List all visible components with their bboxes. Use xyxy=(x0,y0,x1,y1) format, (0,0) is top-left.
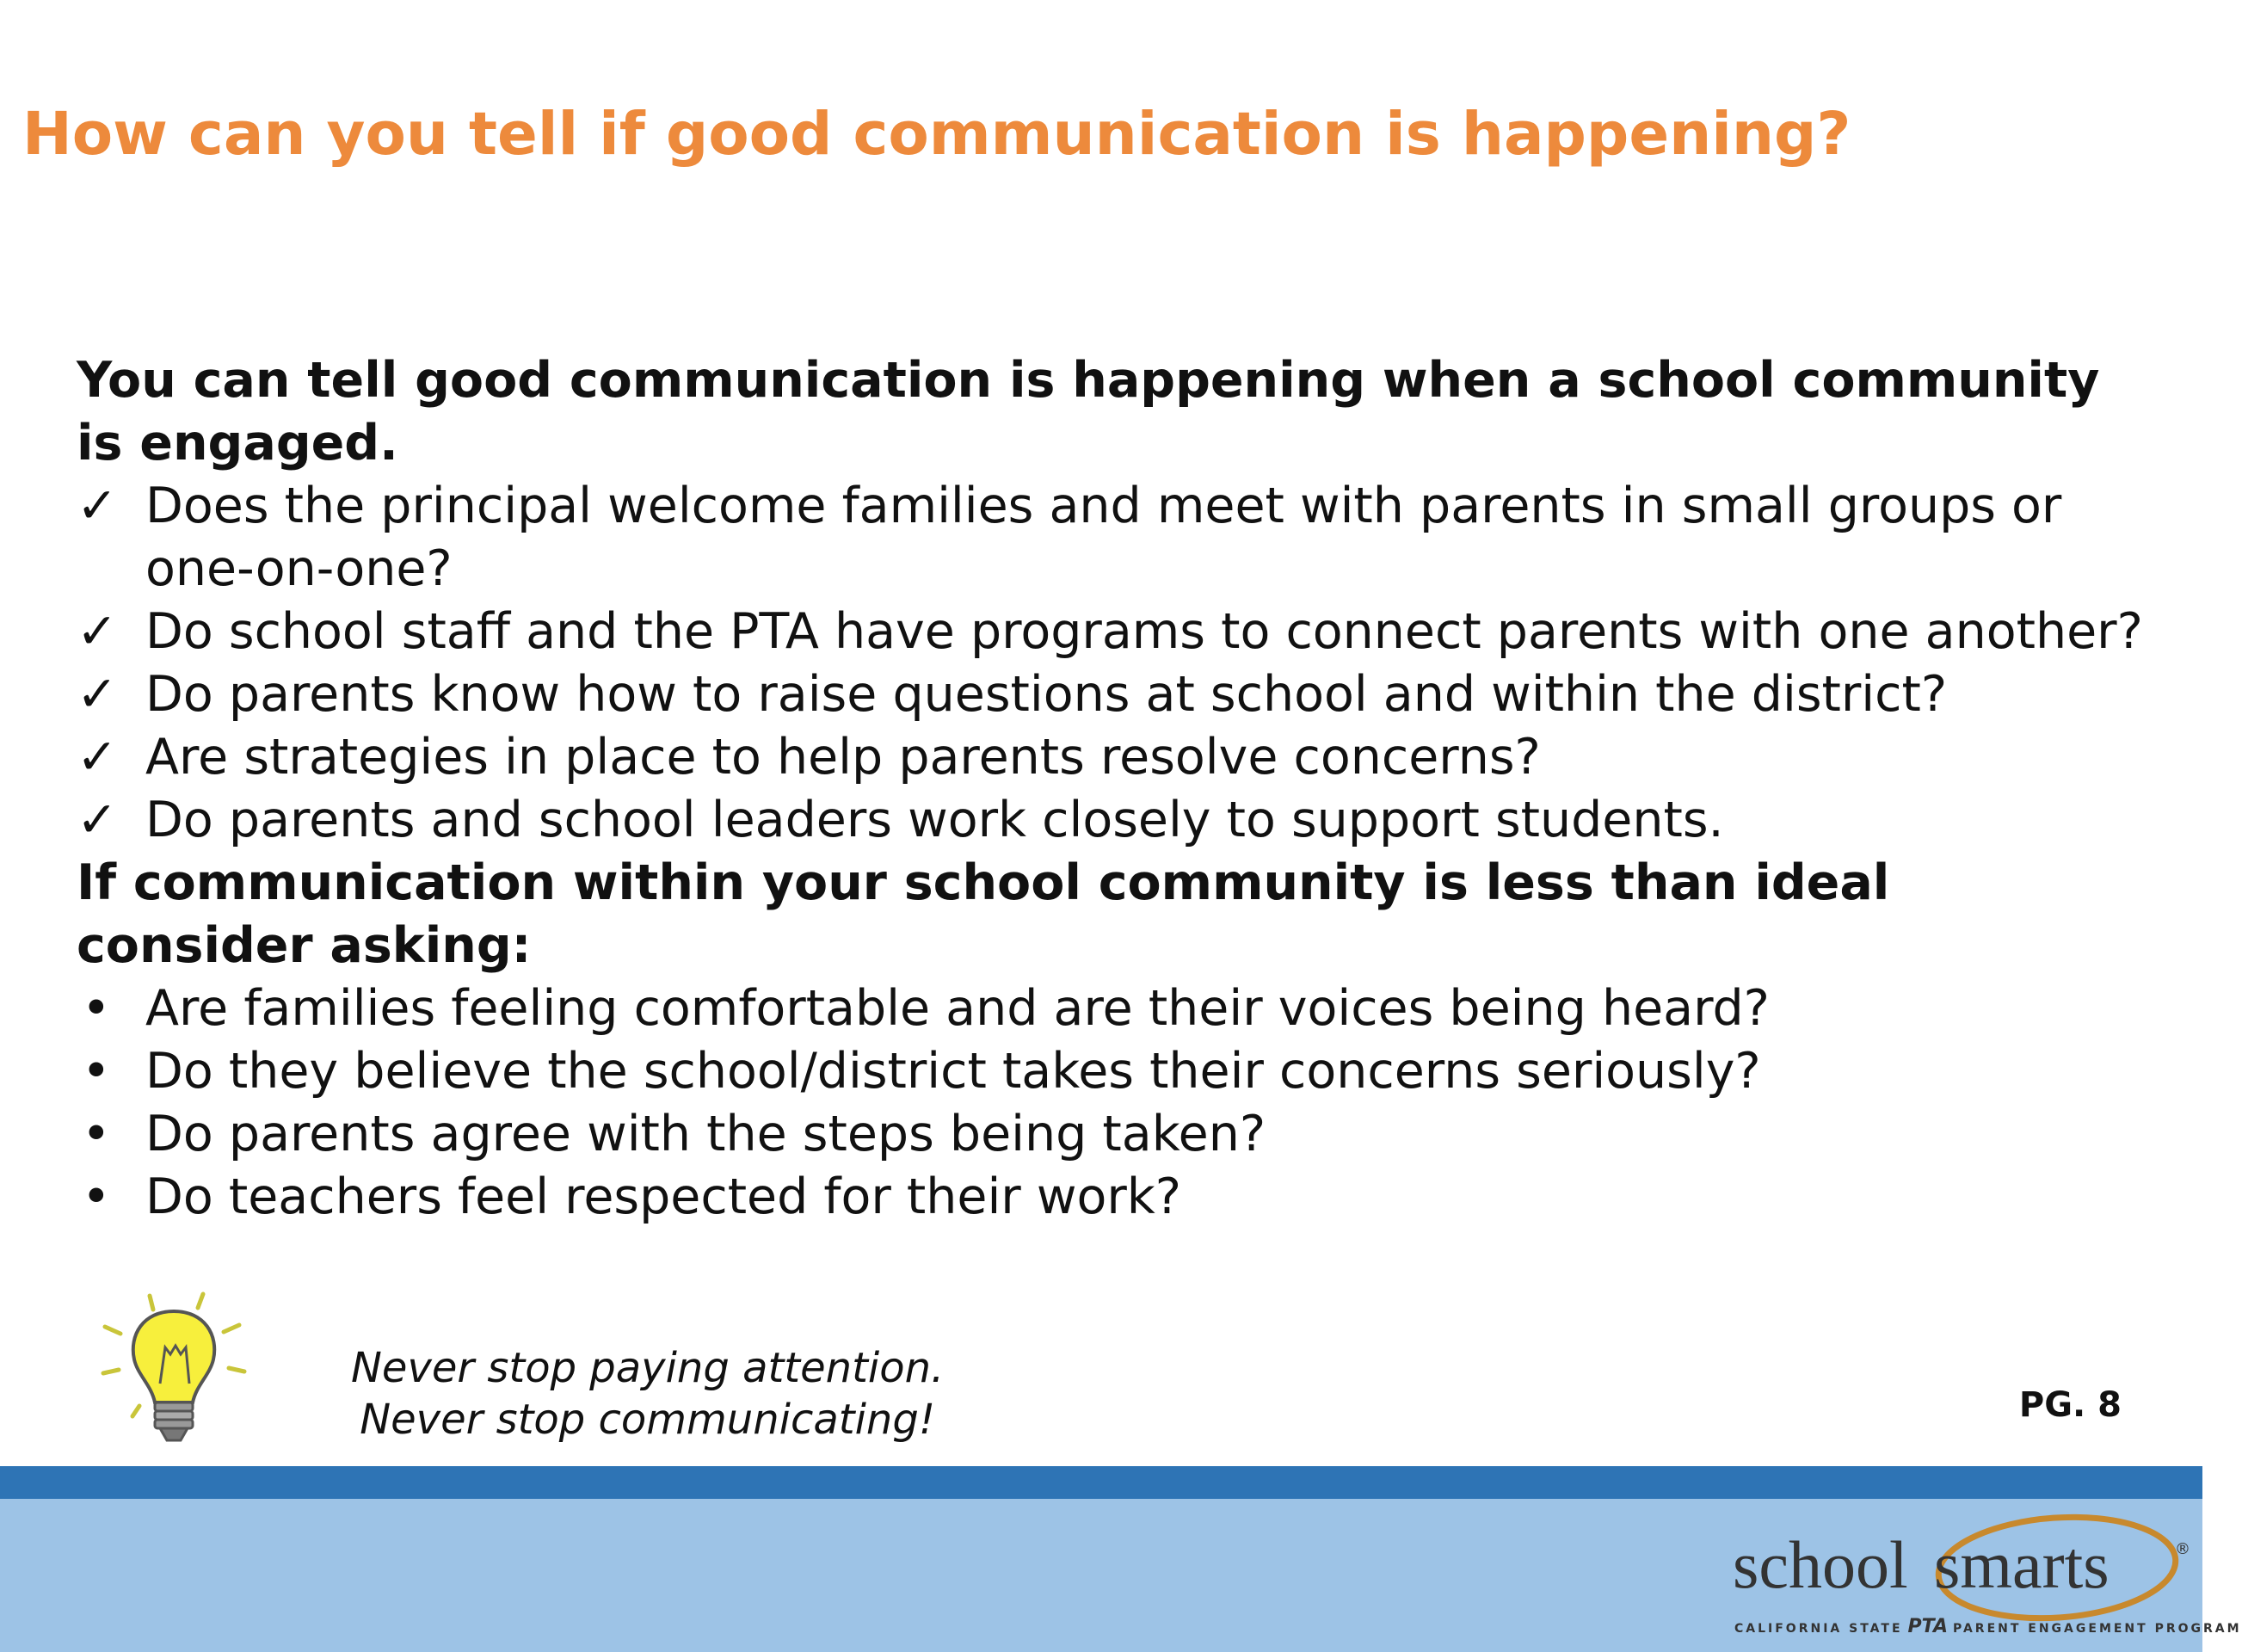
question-item xyxy=(77,1040,2159,1103)
question-item-text: Do parents agree with the steps being taken? xyxy=(145,1106,1266,1162)
motto xyxy=(351,1342,944,1446)
subheading: If communication within your school community is less than ideal consider asking: xyxy=(77,854,1890,974)
bullet-icon: • xyxy=(82,980,111,1037)
bullet-icon: • xyxy=(82,1168,111,1225)
checklist-item-text: Do parents know how to raise questions at school and within the district? xyxy=(145,666,1948,723)
footer-band-dark xyxy=(0,1466,2202,1499)
bullet-icon: • xyxy=(82,1106,111,1162)
question-item xyxy=(77,1103,2159,1166)
checkmark-icon: ✓ xyxy=(77,478,118,534)
checklist-item xyxy=(77,789,2159,852)
motto-line-2: Never stop communicating! xyxy=(360,1396,936,1444)
logo-tagline xyxy=(1734,1616,2242,1637)
slide-body xyxy=(77,349,2159,1229)
checklist-item-text: Do school staff and the PTA have programs to connect parents with one another? xyxy=(145,603,2143,660)
question-list xyxy=(77,977,2159,1229)
checklist-item xyxy=(77,475,2159,601)
checkmark-icon: ✓ xyxy=(77,666,118,723)
checkmark-icon: ✓ xyxy=(77,603,118,660)
logo-tag-pta: PTA xyxy=(1907,1616,1948,1637)
checkmark-icon: ✓ xyxy=(77,729,118,786)
question-item-text: Do teachers feel respected for their work? xyxy=(145,1168,1182,1225)
checklist xyxy=(77,475,2159,852)
checkmark-icon: ✓ xyxy=(77,792,118,848)
question-item xyxy=(77,977,2159,1040)
checklist-item xyxy=(77,663,2159,726)
bullet-icon: • xyxy=(82,1043,111,1100)
logo-tag-right: PARENT ENGAGEMENT PROGRAM xyxy=(1952,1622,2242,1636)
checklist-item-text: Does the principal welcome families and meet with parents in small groups or one-on-one? xyxy=(145,478,2062,597)
slide-title: How can you tell if good communication is happening? xyxy=(22,100,1851,169)
school-smarts-logo xyxy=(1719,1506,2242,1652)
question-item-text: Are families feeling comfortable and are their voices being heard? xyxy=(145,980,1770,1037)
question-item xyxy=(77,1166,2159,1229)
registered-mark: ® xyxy=(2175,1540,2190,1558)
logo-tag-left: CALIFORNIA STATE xyxy=(1734,1622,1903,1636)
checklist-item xyxy=(77,726,2159,789)
checklist-item-text: Do parents and school leaders work closely to support students. xyxy=(145,792,1724,848)
lightbulb-icon xyxy=(102,1287,248,1451)
logo-word-smarts: smarts xyxy=(1934,1527,2110,1602)
motto-line-1: Never stop paying attention. xyxy=(351,1344,945,1392)
logo-word-school: school xyxy=(1733,1527,1908,1602)
intro-heading: You can tell good communication is happening when a school community is engaged. xyxy=(77,352,2100,472)
page-number: PG. 8 xyxy=(2018,1385,2122,1425)
checklist-item xyxy=(77,601,2159,663)
question-item-text: Do they believe the school/district takes their concerns seriously? xyxy=(145,1043,1761,1100)
checklist-item-text: Are strategies in place to help parents resolve concerns? xyxy=(145,729,1541,786)
